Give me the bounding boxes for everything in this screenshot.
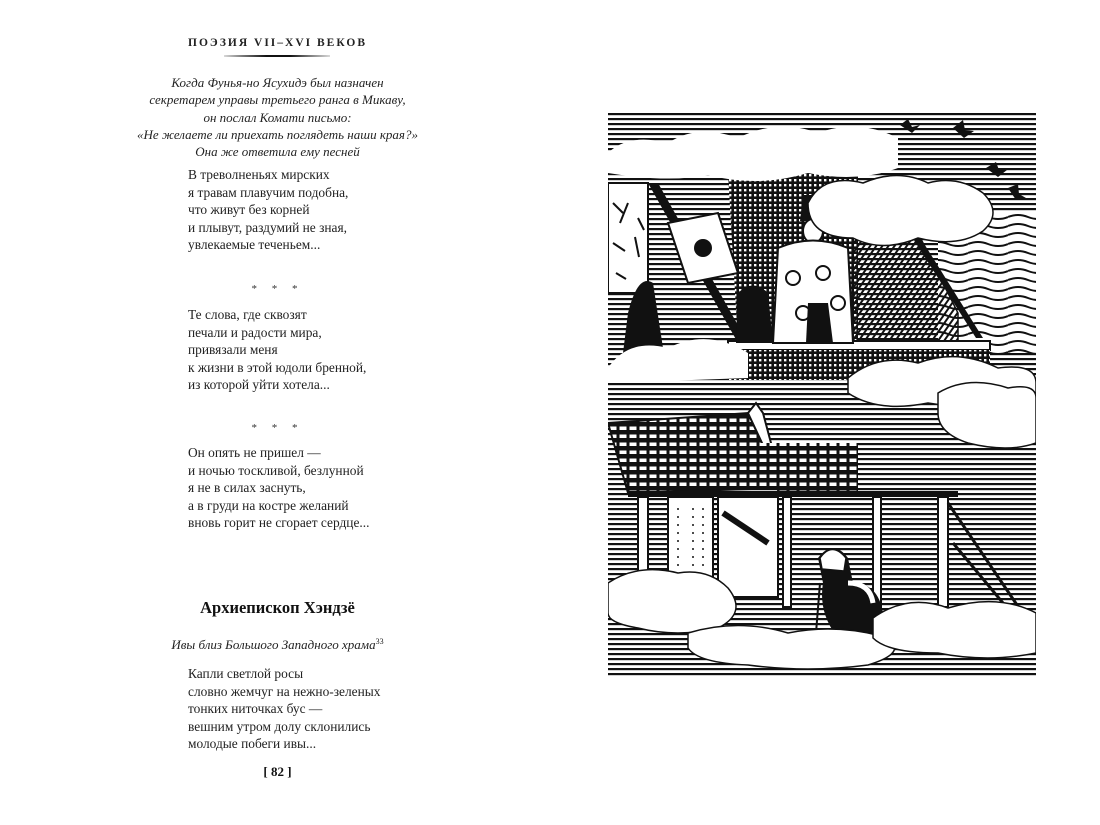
verse-line: словно жемчуг на нежно-зеленых: [188, 683, 381, 699]
intro-line: «Не желаете ли приехать поглядеть наши края?»: [137, 126, 418, 142]
footnote-marker: 33: [375, 637, 384, 646]
poem-title: [0, 637, 555, 653]
verse-line: я не в силах заснуть,: [188, 480, 306, 495]
verse-line: и плывут, раздумий не зная,: [188, 219, 347, 235]
verse-line: увлекаемые теченьем...: [188, 237, 321, 252]
author-heading: Архиепископ Хэндзё: [200, 598, 355, 617]
verse-line: молодые побеги ивы...: [188, 736, 317, 751]
stanza-2: [188, 306, 366, 394]
verse-line: Те слова, где сквозят: [188, 307, 307, 322]
intro-line: секретарем управы третьего ранга в Микаву,: [149, 92, 406, 108]
poem-introduction: [100, 74, 455, 160]
verse-line: привязали меня: [188, 342, 278, 357]
poem-title-text: Ивы близ Большого Западного храма: [171, 637, 376, 652]
stanza-separator: * * *: [251, 422, 304, 434]
verse-line: вешним утром долу склонились: [188, 718, 371, 734]
stanza-3: [188, 444, 369, 532]
page-number: [ 82 ]: [263, 764, 292, 779]
verse-line: из которой уйти хотела...: [188, 377, 330, 392]
verse-line: вновь горит не сгорает сердце...: [188, 515, 370, 530]
intro-line: он послал Комати письмо:: [203, 109, 352, 125]
verse-line: тонких ниточках бус —: [188, 701, 323, 716]
header-rule: [224, 55, 330, 57]
verse-line: а в груди на костре желаний: [188, 497, 349, 513]
verse-line: Он опять не пришел —: [188, 445, 321, 460]
running-head: ПОЭЗИЯ VII–XVI ВЕКОВ: [188, 37, 367, 49]
verse-line: что живут без корней: [188, 202, 310, 217]
stanza-1: [188, 166, 348, 254]
right-page: [550, 0, 1100, 825]
woodblock-illustration: [608, 113, 1036, 677]
verse-line: Капли светлой росы: [188, 666, 304, 681]
intro-line: Она же ответила ему песней: [195, 144, 360, 160]
verse-line: В треволненьях мирских: [188, 167, 330, 182]
final-poem: [188, 665, 380, 753]
verse-line: к жизни в этой юдоли бренной,: [188, 359, 367, 375]
stanza-separator: * * *: [251, 283, 304, 295]
verse-line: печали и радости мира,: [188, 324, 322, 340]
intro-line: Когда Фунья-но Ясухидэ был назначен: [171, 75, 384, 90]
verse-line: и ночью тоскливой, безлунной: [188, 462, 364, 478]
verse-line: я травам плавучим подобна,: [188, 184, 349, 200]
